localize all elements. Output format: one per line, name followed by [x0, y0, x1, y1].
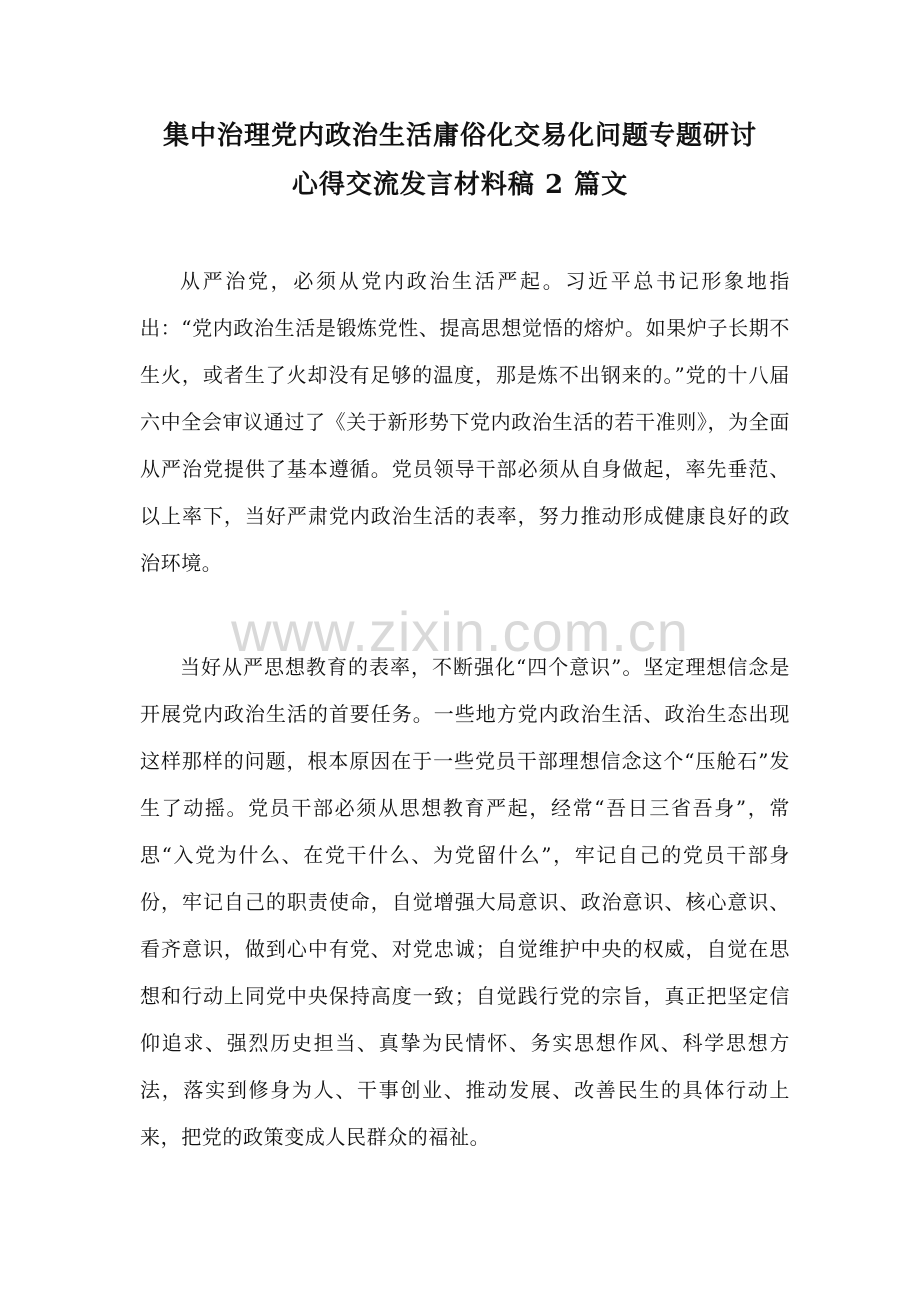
body-paragraph-1: 从严治党，必须从党内政治生活严起。习近平总书记形象地指出：“党内政治生活是锻炼党性、提高思想觉悟的熔炉。如果炉子长期不生火，或者生了火却没有足够的温度，那是炼不出钢来的。”党的十八届六中全会审议通过了《关于新形势下党内政治生活的若干准则》，为全面从严治党提供了基本遵循。党员领导干部必须从自身做起，率先垂范、以上率下，当好严肃党内政治生活的表率，努力推动形成健康良好的政治环境。: [140, 269, 790, 575]
body-paragraph-2: 当好从严思想教育的表率，不断强化“四个意识”。坚定理想信念是开展党内政治生活的首要任务。一些地方党内政治生活、政治生态出现这样那样的问题，根本原因在于一些党员干部理想信念这个“压舱石”发生了动摇。党员干部必须从思想教育严起，经常“吾日三省吾身”，常思“入党为什么、在党干什么、为党留什么”，牢记自己的党员干部身份，牢记自己的职责使命，自觉增强大局意识、政治意识、核心意识、看齐意识，做到心中有党、对党忠诚；自觉维护中央的权威，自觉在思想和行动上同党中央保持高度一致；自觉践行党的宗旨，真正把坚定信仰追求、强烈历史担当、真挚为民情怀、务实思想作风、科学思想方法，落实到修身为人、干事创业、推动发展、改善民生的具体行动上来，把党的政策变成人民群众的福祉。: [140, 655, 790, 1149]
document-title-line-2: 心得交流发言材料稿 2 篇文: [291, 170, 629, 200]
watermark-text: www.zixin.com.cn: [231, 600, 689, 663]
document-title-line-1: 集中治理党内政治生活庸俗化交易化问题专题研讨: [162, 121, 757, 151]
